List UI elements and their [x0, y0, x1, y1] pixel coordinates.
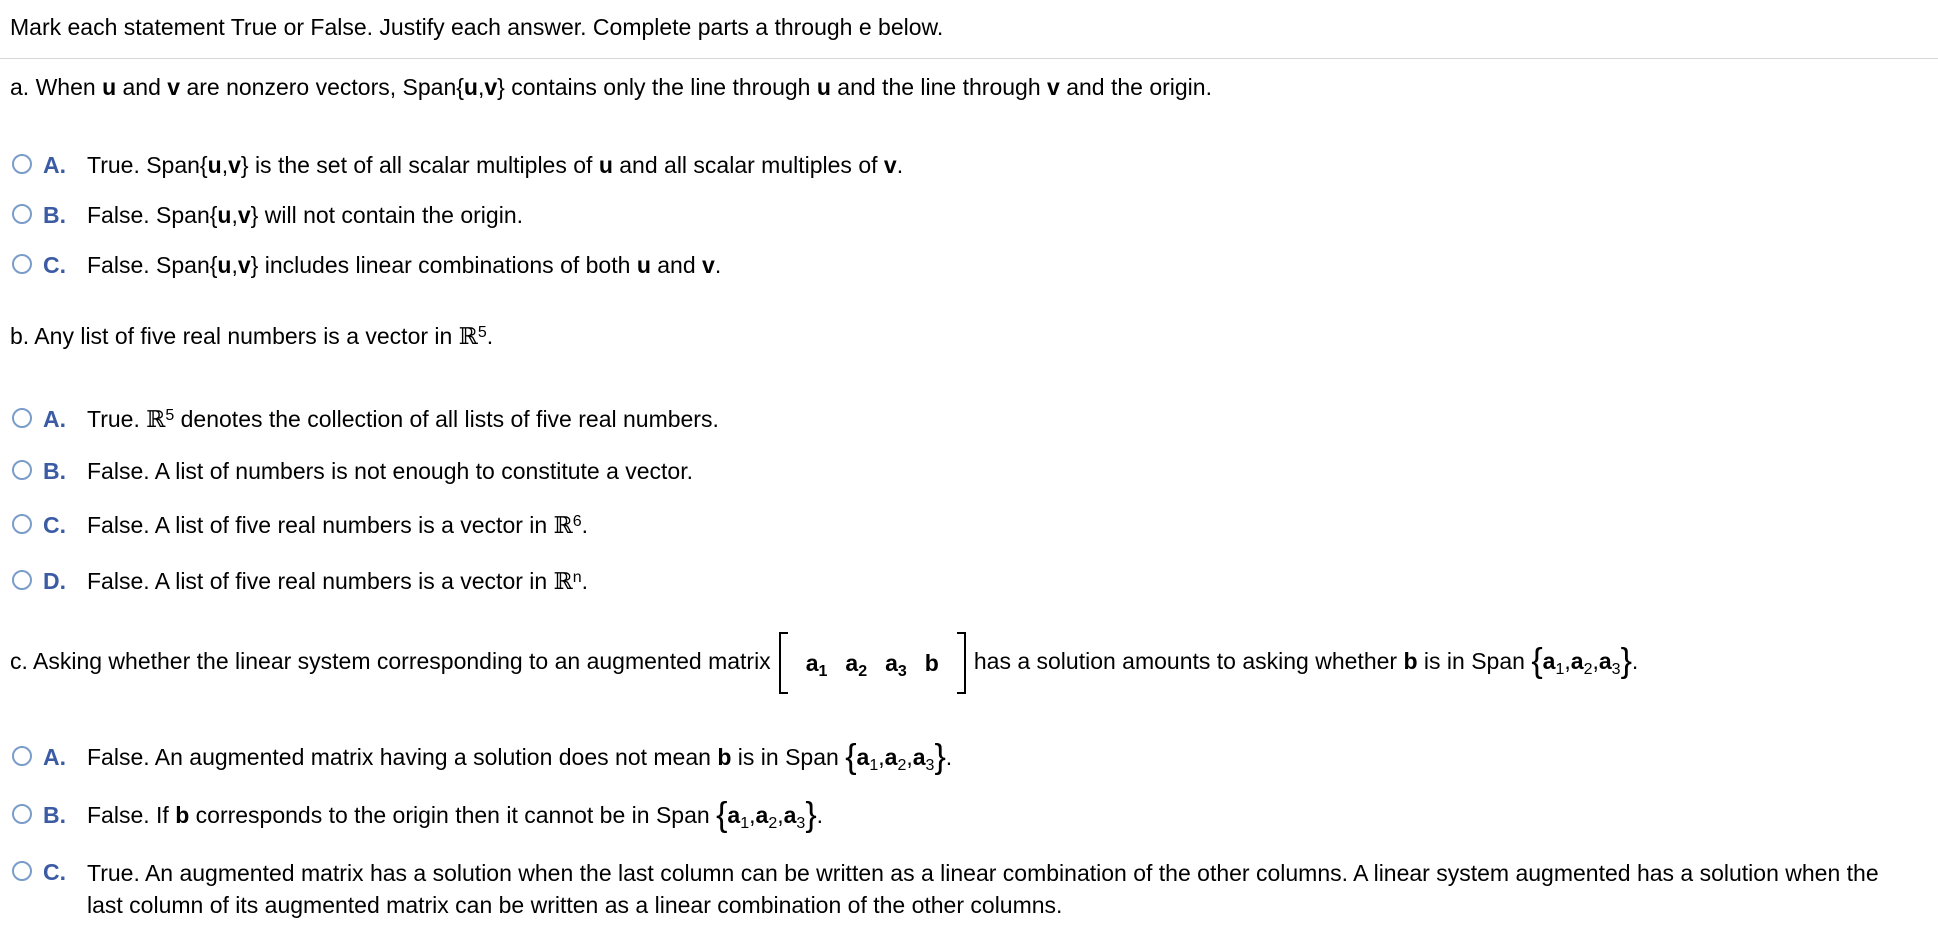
option-b-C[interactable]	[12, 510, 588, 541]
option-a-A[interactable]	[12, 150, 903, 180]
radio-button[interactable]	[12, 746, 32, 766]
radio-button[interactable]	[12, 514, 32, 534]
option-text: False. A list of numbers is not enough to constitute a vector.	[87, 458, 694, 484]
option-letter: D.	[43, 568, 66, 594]
radio-button[interactable]	[12, 861, 32, 881]
radio-button[interactable]	[12, 154, 32, 174]
option-letter: C.	[43, 512, 66, 538]
option-text: False. A list of five real numbers is a vector in ℝ$^n$.	[87, 568, 589, 595]
option-text: False. A list of five real numbers is a vector in ℝ$^6$.	[87, 512, 589, 539]
divider	[0, 58, 1938, 59]
augmented-matrix: $a_1$ $a_2$ $a_3$ b	[777, 630, 968, 696]
option-text: False. Span{u,v} will not contain the origin.	[87, 202, 523, 228]
option-b-D[interactable]	[12, 566, 588, 597]
option-c-C[interactable]	[12, 857, 1907, 921]
option-text: True. Span{u,v} is the set of all scalar multiples of u and all scalar multiples of v.	[87, 152, 904, 178]
option-letter: C.	[43, 859, 66, 885]
option-a-C[interactable]	[12, 250, 721, 280]
option-text: True. ℝ$^5$ denotes the collection of all lists of five real numbers.	[87, 406, 719, 433]
option-letter: B.	[43, 202, 66, 228]
option-letter: B.	[43, 802, 66, 828]
radio-button[interactable]	[12, 254, 32, 274]
option-a-B[interactable]	[12, 200, 523, 230]
option-letter: A.	[43, 406, 66, 432]
radio-button[interactable]	[12, 460, 32, 480]
option-letter: A.	[43, 744, 66, 770]
radio-button[interactable]	[12, 204, 32, 224]
question-c: c. Asking whether the linear system corresponding to an augmented matrix $a_1$ $a_2$ $a_3$ b has a solution amounts to asking whether b is in Span $\{a_1,a_2,a_3\}$.	[10, 630, 1638, 696]
option-letter: A.	[43, 152, 66, 178]
option-text: False. If b corresponds to the origin then it cannot be in Span $\{a_1,a_2,a_3\}$.	[87, 796, 824, 834]
option-text: False. Span{u,v} includes linear combinations of both u and v.	[87, 252, 722, 278]
question-a: a. When u and v are nonzero vectors, Span{u,v} contains only the line through u and the line through v and the origin.	[10, 74, 1212, 100]
option-b-B[interactable]	[12, 456, 693, 486]
option-c-B[interactable]	[12, 796, 824, 834]
radio-button[interactable]	[12, 804, 32, 824]
instructions: Mark each statement True or False. Justify each answer. Complete parts a through e below.	[10, 14, 944, 40]
option-text: True. An augmented matrix has a solution when the last column can be written as a linear combination of the other columns. A linear system augmented has a solution when the last column of its augmented matrix can be written as a linear combination of the other columns.	[87, 860, 1879, 918]
option-text: False. An augmented matrix having a solution does not mean b is in Span $\{a_1,a_2,a_3\}$.	[87, 738, 953, 776]
option-c-A[interactable]	[12, 738, 953, 776]
question-b: b. Any list of five real numbers is a vector in ℝ$^5$.	[10, 323, 494, 350]
option-letter: C.	[43, 252, 66, 278]
radio-button[interactable]	[12, 408, 32, 428]
option-letter: B.	[43, 458, 66, 484]
option-b-A[interactable]	[12, 404, 719, 435]
radio-button[interactable]	[12, 570, 32, 590]
